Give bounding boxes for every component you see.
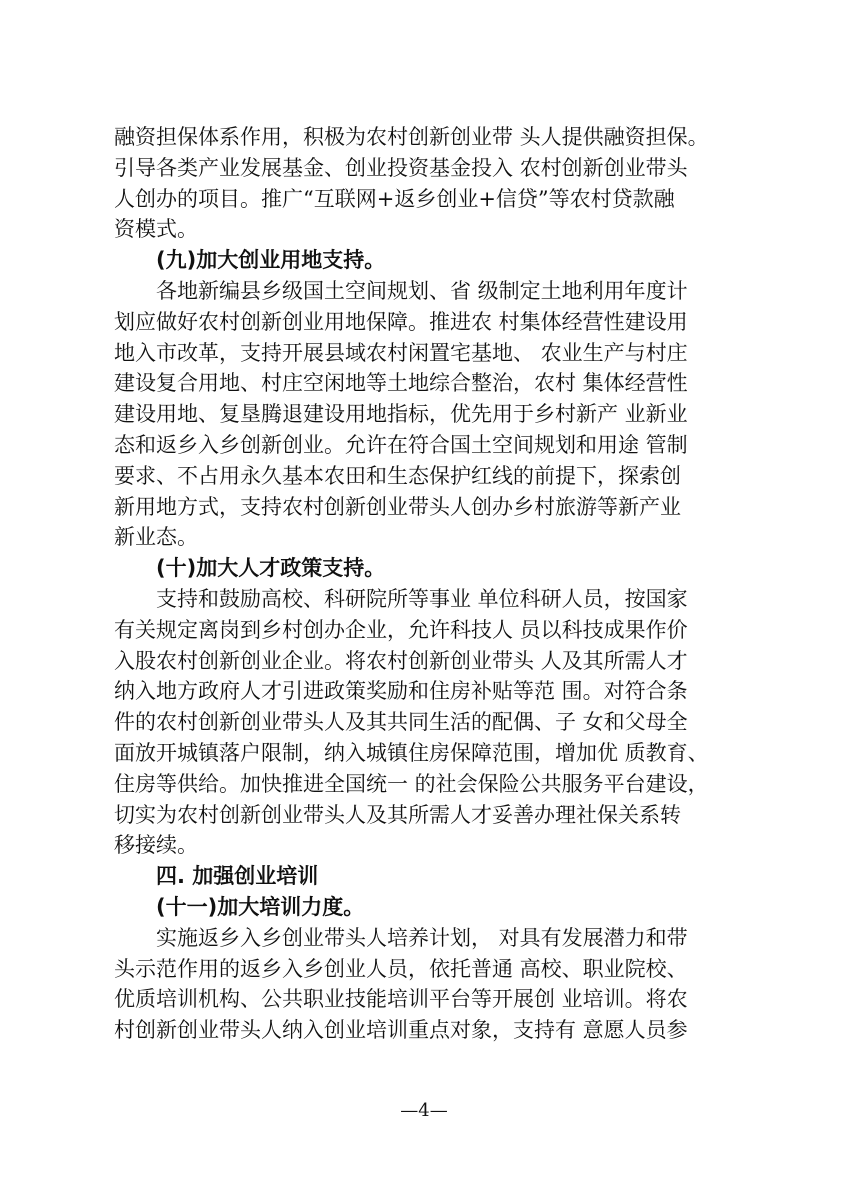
document-body xyxy=(114,122,750,1046)
section-heading: 四. 加强创业培训 xyxy=(156,864,319,889)
paragraph-line: 实施返乡入乡创业带头人培养计划， 对具有发展潜力和带 xyxy=(156,925,688,950)
section-heading: (十一)加大培训力度。 xyxy=(156,894,365,919)
paragraph-line: 切实为农村创新创业带头人及其所需人才妥善办理社保关系转 xyxy=(114,802,681,827)
paragraph-line: 态和返乡入乡创新创业。允许在符合国土空间规划和用途 管制 xyxy=(114,432,688,457)
paragraph-line: 面放开城镇落户限制，纳入城镇住房保障范围，增加优 质教育、 xyxy=(114,740,709,765)
paragraph-line: 村创新创业带头人纳入创业培训重点对象，支持有 意愿人员参 xyxy=(114,1018,688,1043)
paragraph-line: 建设用地、复垦腾退建设用地指标，优先用于乡村新产 业新业 xyxy=(114,402,688,427)
paragraph-line: 划应做好农村创新创业用地保障。推进农 村集体经营性建设用 xyxy=(114,309,688,334)
paragraph-line: 融资担保体系作用，积极为农村创新创业带 头人提供融资担保。 xyxy=(114,125,709,149)
paragraph-line: 住房等供给。加快推进全国统一 的社会保险公共服务平台建设， xyxy=(114,771,709,796)
section-heading: (十)加大人才政策支持。 xyxy=(156,556,386,581)
paragraph-line: 各地新编县乡级国土空间规划、省 级制定土地利用年度计 xyxy=(156,278,688,303)
paragraph-line: 地入市改革，支持开展县域农村闲置宅基地、 农业生产与村庄 xyxy=(114,340,688,365)
paragraph-line: 移接续。 xyxy=(114,833,198,858)
paragraph-line: 资模式。 xyxy=(114,217,198,242)
paragraph-line: 引导各类产业发展基金、创业投资基金投入 农村创新创业带头 xyxy=(114,155,688,180)
paragraph-line: 入股农村创新创业企业。将农村创新创业带头 人及其所需人才 xyxy=(114,648,688,673)
section-heading: (九)加大创业用地支持。 xyxy=(156,248,386,273)
paragraph-line: 建设复合用地、村庄空闲地等土地综合整治，农村 集体经营性 xyxy=(114,371,688,396)
paragraph-line: 纳入地方政府人才引进政策奖励和住房补贴等范 围。对符合条 xyxy=(114,679,688,704)
paragraph-line: 有关规定离岗到乡村创办企业，允许科技人 员以科技成果作价 xyxy=(114,617,688,642)
paragraph-line: 新用地方式，支持农村创新创业带头人创办乡村旅游等新产业 xyxy=(114,494,681,519)
paragraph-line: 支持和鼓励高校、科研院所等事业 单位科研人员，按国家 xyxy=(156,586,688,611)
paragraph-line: 新业态。 xyxy=(114,525,198,550)
paragraph-line: 件的农村创新创业带头人及其共同生活的配偶、子 女和父母全 xyxy=(114,710,688,735)
paragraph-line: 优质培训机构、公共职业技能培训平台等开展创 业培训。将农 xyxy=(114,987,688,1012)
paragraph-line: 人创办的项目。推广“互联网+返乡创业+信贷”等农村贷款融 xyxy=(114,186,675,211)
paragraph-line: 头示范作用的返乡入乡创业人员，依托普通 高校、职业院校、 xyxy=(114,956,688,981)
page-number: —4— xyxy=(400,1100,448,1121)
paragraph-line: 要求、不占用永久基本农田和生态保护红线的前提下，探索创 xyxy=(114,463,681,488)
